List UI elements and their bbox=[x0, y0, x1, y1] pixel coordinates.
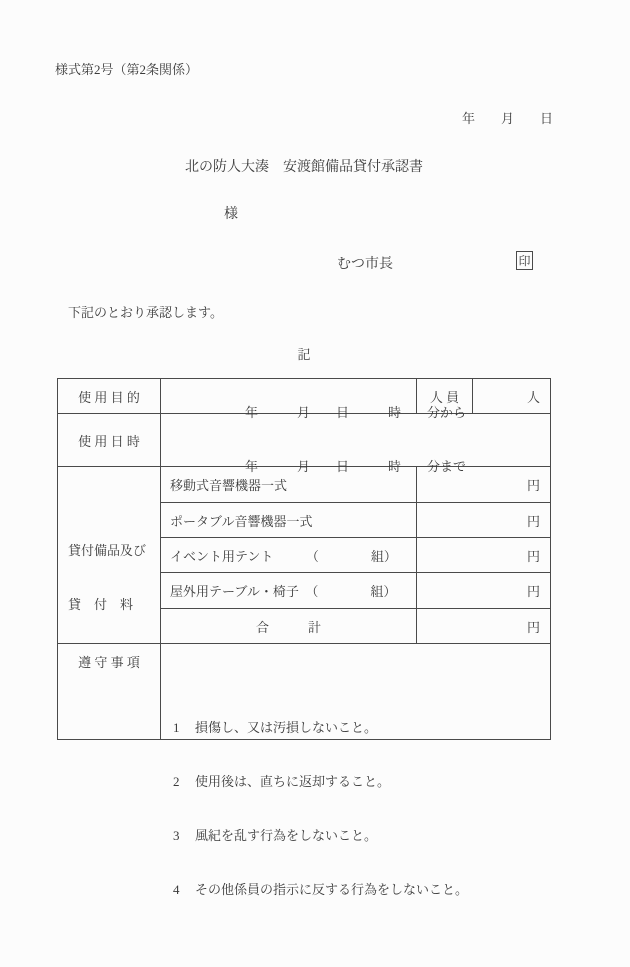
rule-number: 4 bbox=[173, 882, 180, 897]
total-fee-unit: 円 bbox=[526, 619, 540, 635]
approval-statement: 下記のとおり承認します。 bbox=[68, 305, 223, 320]
equipment-name: ポータブル音響機器一式 bbox=[161, 503, 417, 537]
rule-text: 損傷し、又は汚損しないこと。 bbox=[195, 720, 378, 735]
issuer-name: むつ市長 bbox=[337, 257, 393, 272]
datetime-value-cell bbox=[161, 405, 550, 474]
equipment-row bbox=[161, 573, 550, 609]
personnel-label: 人 員 bbox=[417, 379, 473, 413]
equipment-name: 移動式音響機器一式 bbox=[161, 467, 417, 502]
rule-item bbox=[173, 719, 550, 737]
equipment-row bbox=[161, 467, 550, 503]
form-number: 様式第2号（第2条関係） bbox=[55, 62, 199, 77]
equipment-row bbox=[161, 538, 550, 573]
equipment-label-line1: 貸付備品及び bbox=[68, 543, 147, 558]
rule-number: 1 bbox=[173, 720, 180, 735]
equipment-section bbox=[58, 467, 550, 644]
personnel-unit: 人 bbox=[526, 389, 540, 405]
purpose-label: 使 用 目 的 bbox=[58, 379, 161, 413]
datetime-label: 使 用 日 時 bbox=[58, 414, 161, 466]
rules-label: 遵 守 事 項 bbox=[58, 644, 161, 739]
total-row bbox=[161, 609, 550, 643]
equipment-fee-unit: 円 bbox=[526, 478, 540, 493]
record-marker: 記 bbox=[297, 347, 311, 362]
approval-table bbox=[57, 378, 551, 897]
equipment-name: イベント用テント （ 組） bbox=[161, 538, 417, 572]
datetime-from: 年 月 日 時 分から bbox=[244, 405, 466, 420]
rule-text: その他係員の指示に反する行為をしないこと。 bbox=[195, 882, 469, 897]
equipment-label-line2: 貸 付 料 bbox=[68, 597, 134, 612]
datetime-to: 年 月 日 時 分まで bbox=[244, 459, 466, 474]
equipment-fee-unit: 円 bbox=[526, 513, 540, 529]
addressee-suffix: 様 bbox=[224, 207, 238, 222]
equipment-label-cell bbox=[58, 467, 161, 643]
rules-row bbox=[58, 644, 550, 897]
rule-number: 3 bbox=[173, 828, 180, 843]
equipment-row bbox=[161, 503, 550, 538]
equipment-fee-unit: 円 bbox=[526, 548, 540, 564]
equipment-name: 屋外用テーブル・椅子 （ 組） bbox=[161, 573, 417, 608]
seal-mark: 印 bbox=[516, 251, 533, 270]
total-label: 合 計 bbox=[161, 609, 417, 643]
datetime-row bbox=[58, 405, 550, 474]
rule-item bbox=[173, 773, 550, 791]
equipment-rows bbox=[161, 467, 550, 643]
rule-number: 2 bbox=[173, 774, 180, 789]
rule-item bbox=[173, 827, 550, 845]
date-line: 年 月 日 bbox=[461, 111, 553, 126]
document-title: 北の防人大湊 安渡館備品貸付承認書 bbox=[185, 160, 423, 175]
equipment-fee-unit: 円 bbox=[526, 584, 540, 599]
rule-text: 風紀を乱す行為をしないこと。 bbox=[195, 828, 378, 843]
rule-item bbox=[173, 881, 550, 899]
rule-text: 使用後は、直ちに返却すること。 bbox=[195, 774, 391, 789]
rules-body-cell bbox=[161, 644, 550, 897]
